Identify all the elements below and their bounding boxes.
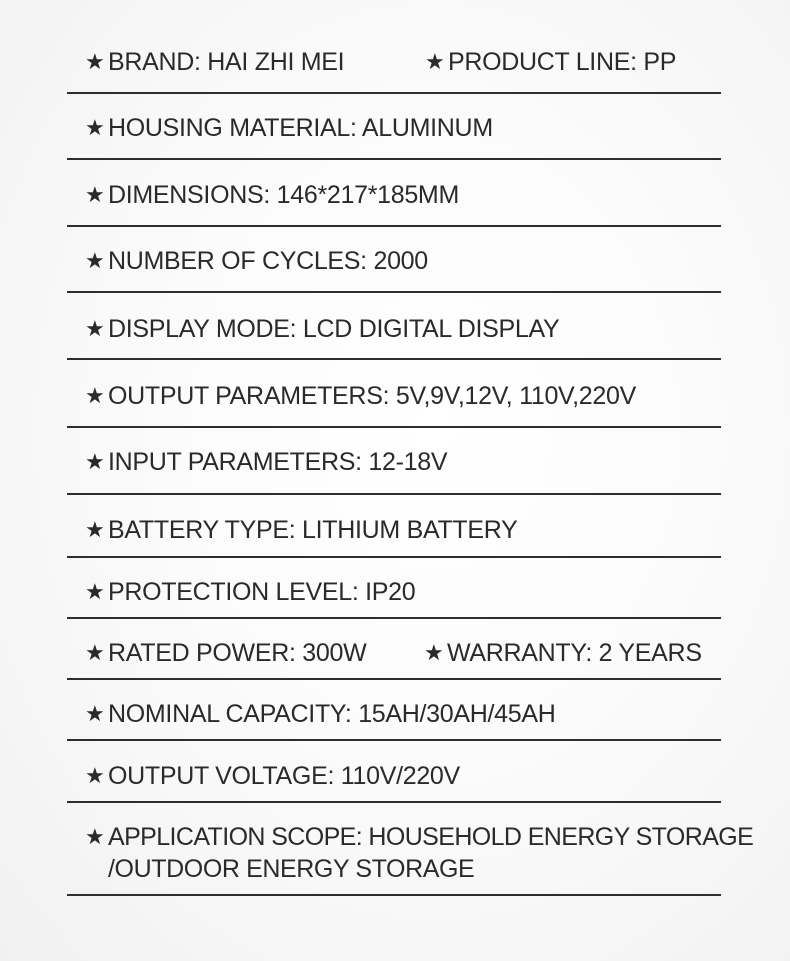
star-icon: ★ bbox=[85, 316, 105, 341]
spec-text-protection-level: PROTECTION LEVEL: IP20 bbox=[108, 578, 416, 606]
spec-text-product-line: PRODUCT LINE: PP bbox=[448, 48, 677, 76]
star-icon: ★ bbox=[85, 701, 105, 726]
spec-text-application-scope-line2: /OUTDOOR ENERGY STORAGE bbox=[108, 855, 475, 883]
spec-row-number-of-cycles bbox=[67, 227, 721, 293]
spec-row-output-voltage bbox=[67, 741, 721, 803]
spec-item-protection-level bbox=[85, 576, 415, 608]
spec-row-application-scope bbox=[67, 803, 754, 896]
spec-text-brand: BRAND: HAI ZHI MEI bbox=[108, 48, 345, 76]
star-icon: ★ bbox=[85, 182, 105, 207]
star-icon: ★ bbox=[85, 579, 105, 604]
spec-text-rated-power: RATED POWER: 300W bbox=[108, 639, 367, 667]
star-icon: ★ bbox=[424, 640, 444, 665]
spec-row-brand bbox=[67, 40, 721, 94]
star-icon: ★ bbox=[85, 115, 105, 140]
star-icon: ★ bbox=[85, 824, 105, 849]
star-icon: ★ bbox=[85, 49, 105, 74]
spec-row-nominal-capacity bbox=[67, 680, 721, 741]
spec-item-product-line bbox=[425, 46, 676, 78]
spec-item-number-of-cycles bbox=[85, 245, 428, 277]
spec-item-rated-power bbox=[85, 637, 366, 669]
star-icon: ★ bbox=[85, 517, 105, 542]
star-icon: ★ bbox=[85, 248, 105, 273]
spec-item-nominal-capacity bbox=[85, 698, 556, 730]
spec-row-dimensions bbox=[67, 160, 721, 227]
spec-text-input-parameters: INPUT PARAMETERS: 12-18V bbox=[108, 448, 448, 476]
spec-item-application-scope bbox=[85, 821, 753, 885]
spec-item-brand bbox=[85, 46, 344, 78]
spec-text-housing-material: HOUSING MATERIAL: ALUMINUM bbox=[108, 114, 493, 142]
spec-item-input-parameters bbox=[85, 446, 447, 478]
spec-item-housing-material bbox=[85, 112, 493, 144]
spec-text-display-mode: DISPLAY MODE: LCD DIGITAL DISPLAY bbox=[108, 315, 560, 343]
star-icon: ★ bbox=[85, 383, 105, 408]
spec-row-protection-level bbox=[67, 558, 721, 619]
spec-text-dimensions: DIMENSIONS: 146*217*185MM bbox=[108, 181, 459, 209]
spec-text-nominal-capacity: NOMINAL CAPACITY: 15AH/30AH/45AH bbox=[108, 700, 556, 728]
spec-row-input-parameters bbox=[67, 428, 721, 495]
spec-item-dimensions bbox=[85, 179, 459, 211]
spec-text-warranty: WARRANTY: 2 YEARS bbox=[447, 639, 702, 667]
spec-text-application-scope-line1: APPLICATION SCOPE: HOUSEHOLD ENERGY STORAGE bbox=[108, 823, 754, 851]
spec-item-warranty bbox=[424, 637, 702, 669]
spec-item-battery-type bbox=[85, 514, 517, 546]
spec-item-output-parameters bbox=[85, 380, 636, 412]
spec-text-number-of-cycles: NUMBER OF CYCLES: 2000 bbox=[108, 247, 428, 275]
spec-row-rated-power bbox=[67, 619, 721, 680]
spec-text-battery-type: BATTERY TYPE: LITHIUM BATTERY bbox=[108, 516, 518, 544]
star-icon: ★ bbox=[85, 449, 105, 474]
spec-row-output-parameters bbox=[67, 360, 721, 428]
spec-row-battery-type bbox=[67, 495, 721, 558]
star-icon: ★ bbox=[85, 763, 105, 788]
star-icon: ★ bbox=[85, 640, 105, 665]
star-icon: ★ bbox=[425, 49, 445, 74]
spec-text-output-parameters: OUTPUT PARAMETERS: 5V,9V,12V, 110V,220V bbox=[108, 382, 636, 410]
spec-item-display-mode bbox=[85, 313, 559, 345]
spec-row-display-mode bbox=[67, 293, 721, 360]
spec-text-output-voltage: OUTPUT VOLTAGE: 110V/220V bbox=[108, 762, 460, 790]
spec-item-output-voltage bbox=[85, 760, 460, 792]
spec-row-housing-material bbox=[67, 94, 721, 160]
